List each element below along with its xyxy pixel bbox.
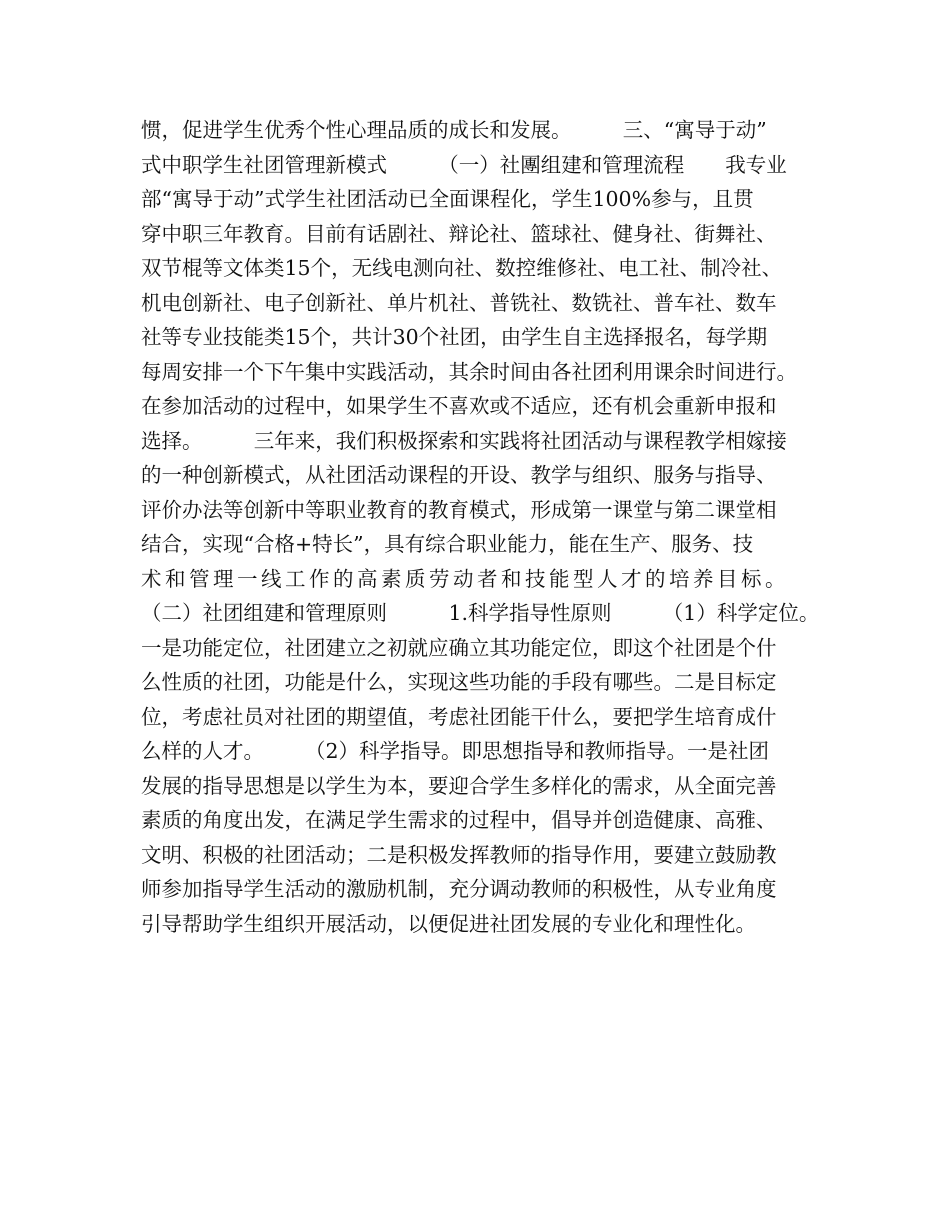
text-line: 在参加活动的过程中，如果学生不喜欢或不适应，还有机会重新申报和 bbox=[141, 394, 777, 418]
text-line: 发展的指导思想是以学生为本，要迎合学生多样化的需求，从全面完善 bbox=[141, 773, 777, 798]
body-text bbox=[141, 113, 831, 941]
text-line: 文明、积极的社团活动；二是积极发挥教师的指导作用，要建立鼓励教 bbox=[141, 842, 777, 867]
text-line: 么样的人才。 （2）科学指导。即思想指导和教师指导。一是社团 bbox=[141, 739, 770, 763]
text-line: （二）社团组建和管理原则 1.科学指导性原则 （1）科学定位。 bbox=[141, 601, 820, 625]
text-line: 穿中职三年教育。目前有话剧社、辩论社、篮球社、健身社、街舞社、 bbox=[141, 221, 777, 246]
text-line: 结合，实现“合格+特长”，具有综合职业能力，能在生产、服务、技 bbox=[141, 532, 754, 556]
text-line: 式中职学生社团管理新模式 （一）社團组建和管理流程 我专业 bbox=[141, 152, 787, 177]
text-line: 引导帮助学生组织开展活动，以便促进社团发展的专业化和理性化。 bbox=[141, 911, 756, 936]
text-line: 一是功能定位，社团建立之初就应确立其功能定位，即这个社团是个什 bbox=[141, 635, 777, 660]
text-line: 选择。 三年来，我们积极探索和实践将社团活动与课程教学相嫁接 bbox=[141, 428, 787, 453]
text-line: 么性质的社团，功能是什么，实现这些功能的手段有哪些。二是目标定 bbox=[141, 670, 777, 694]
text-line: 机电创新社、电子创新社、单片机社、普铣社、数铣社、普车社、数车 bbox=[141, 290, 777, 315]
text-line: 师参加指导学生活动的激励机制，充分调动教师的积极性，从专业角度 bbox=[141, 877, 777, 901]
text-line: 素质的角度出发，在满足学生需求的过程中，倡导并创造健康、高雅、 bbox=[141, 808, 777, 832]
text-line: 社等专业技能类15个，共计30个社团，由学生自主选择报名，每学期 bbox=[141, 325, 768, 349]
text-line: 每周安排一个下午集中实践活动，其余时间由各社团利用课余时间进行。 bbox=[141, 359, 797, 384]
text-line: 评价办法等创新中等职业教育的教育模式，形成第一课堂与第二课堂相 bbox=[141, 497, 777, 522]
text-line: 术和管理一线工作的高素质劳动者和技能型人才的培养目标。 bbox=[141, 566, 789, 591]
text-line: 位，考虑社员对社团的期望值，考虑社团能干什么，要把学生培育成什 bbox=[141, 704, 777, 729]
text-line: 部“寓导于动”式学生社团活动已全面课程化，学生100%参与，且贯 bbox=[141, 187, 754, 211]
text-line: 惯，促进学生优秀个性心理品质的成长和发展。 三、“寓导于动” bbox=[141, 118, 767, 142]
text-line: 的一种创新模式，从社团活动课程的开设、教学与组织、服务与指导、 bbox=[141, 463, 777, 487]
text-line: 双节棍等文体类15个，无线电测向社、数控维修社、电工社、制冷社、 bbox=[141, 256, 783, 280]
